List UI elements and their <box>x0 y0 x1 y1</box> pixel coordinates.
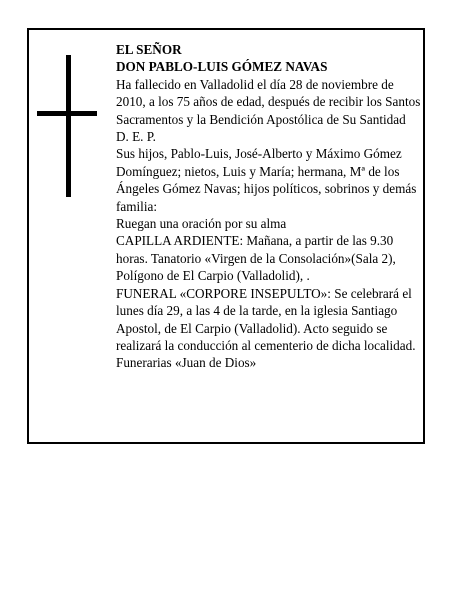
latin-cross-icon <box>37 55 97 197</box>
cross-horizontal-bar <box>37 111 97 116</box>
funeral-info: FUNERAL «CORPORE INSEPULTO»: Se celebrará el lunes día 29, a las 4 de la tarde, en la iglesia Santiago Apostol, de El Carpio (Valladolid). Acto seguido se realizará la conducción al cementerio de dicha localidad. <box>116 285 416 353</box>
chapel-info: CAPILLA ARDIENTE: Mañana, a partir de las 9.30 horas. Tanatorio «Virgen de la Consolación»(Sala 2), Polígono de El Carpio (Valladolid), . <box>116 233 396 284</box>
obituary-notice <box>27 28 425 444</box>
family-list: Sus hijos, Pablo-Luis, José-Alberto y Máximo Gómez Domínguez; nietos, Luis y María; hermana, Mª de los Ángeles Gómez Navas; hijos políticos, sobrinos y demás familia: <box>116 146 417 214</box>
dep-line: D. E. P. <box>116 129 156 145</box>
heading-title: EL SEÑOR <box>116 42 182 57</box>
cross-vertical-bar <box>66 55 71 197</box>
deceased-name: DON PABLO-LUIS GÓMEZ NAVAS <box>116 59 328 75</box>
funeral-home: Funerarias «Juan de Dios» <box>116 355 257 371</box>
death-statement: Ha fallecido en Valladolid el día 28 de noviembre de 2010, a los 75 años de edad, después de recibir los Santos Sacramentos y la Bendición Apostólica de Su Santidad <box>116 76 421 127</box>
prayer-request: Ruegan una oración por su alma <box>116 216 287 232</box>
notice-text <box>116 41 426 372</box>
